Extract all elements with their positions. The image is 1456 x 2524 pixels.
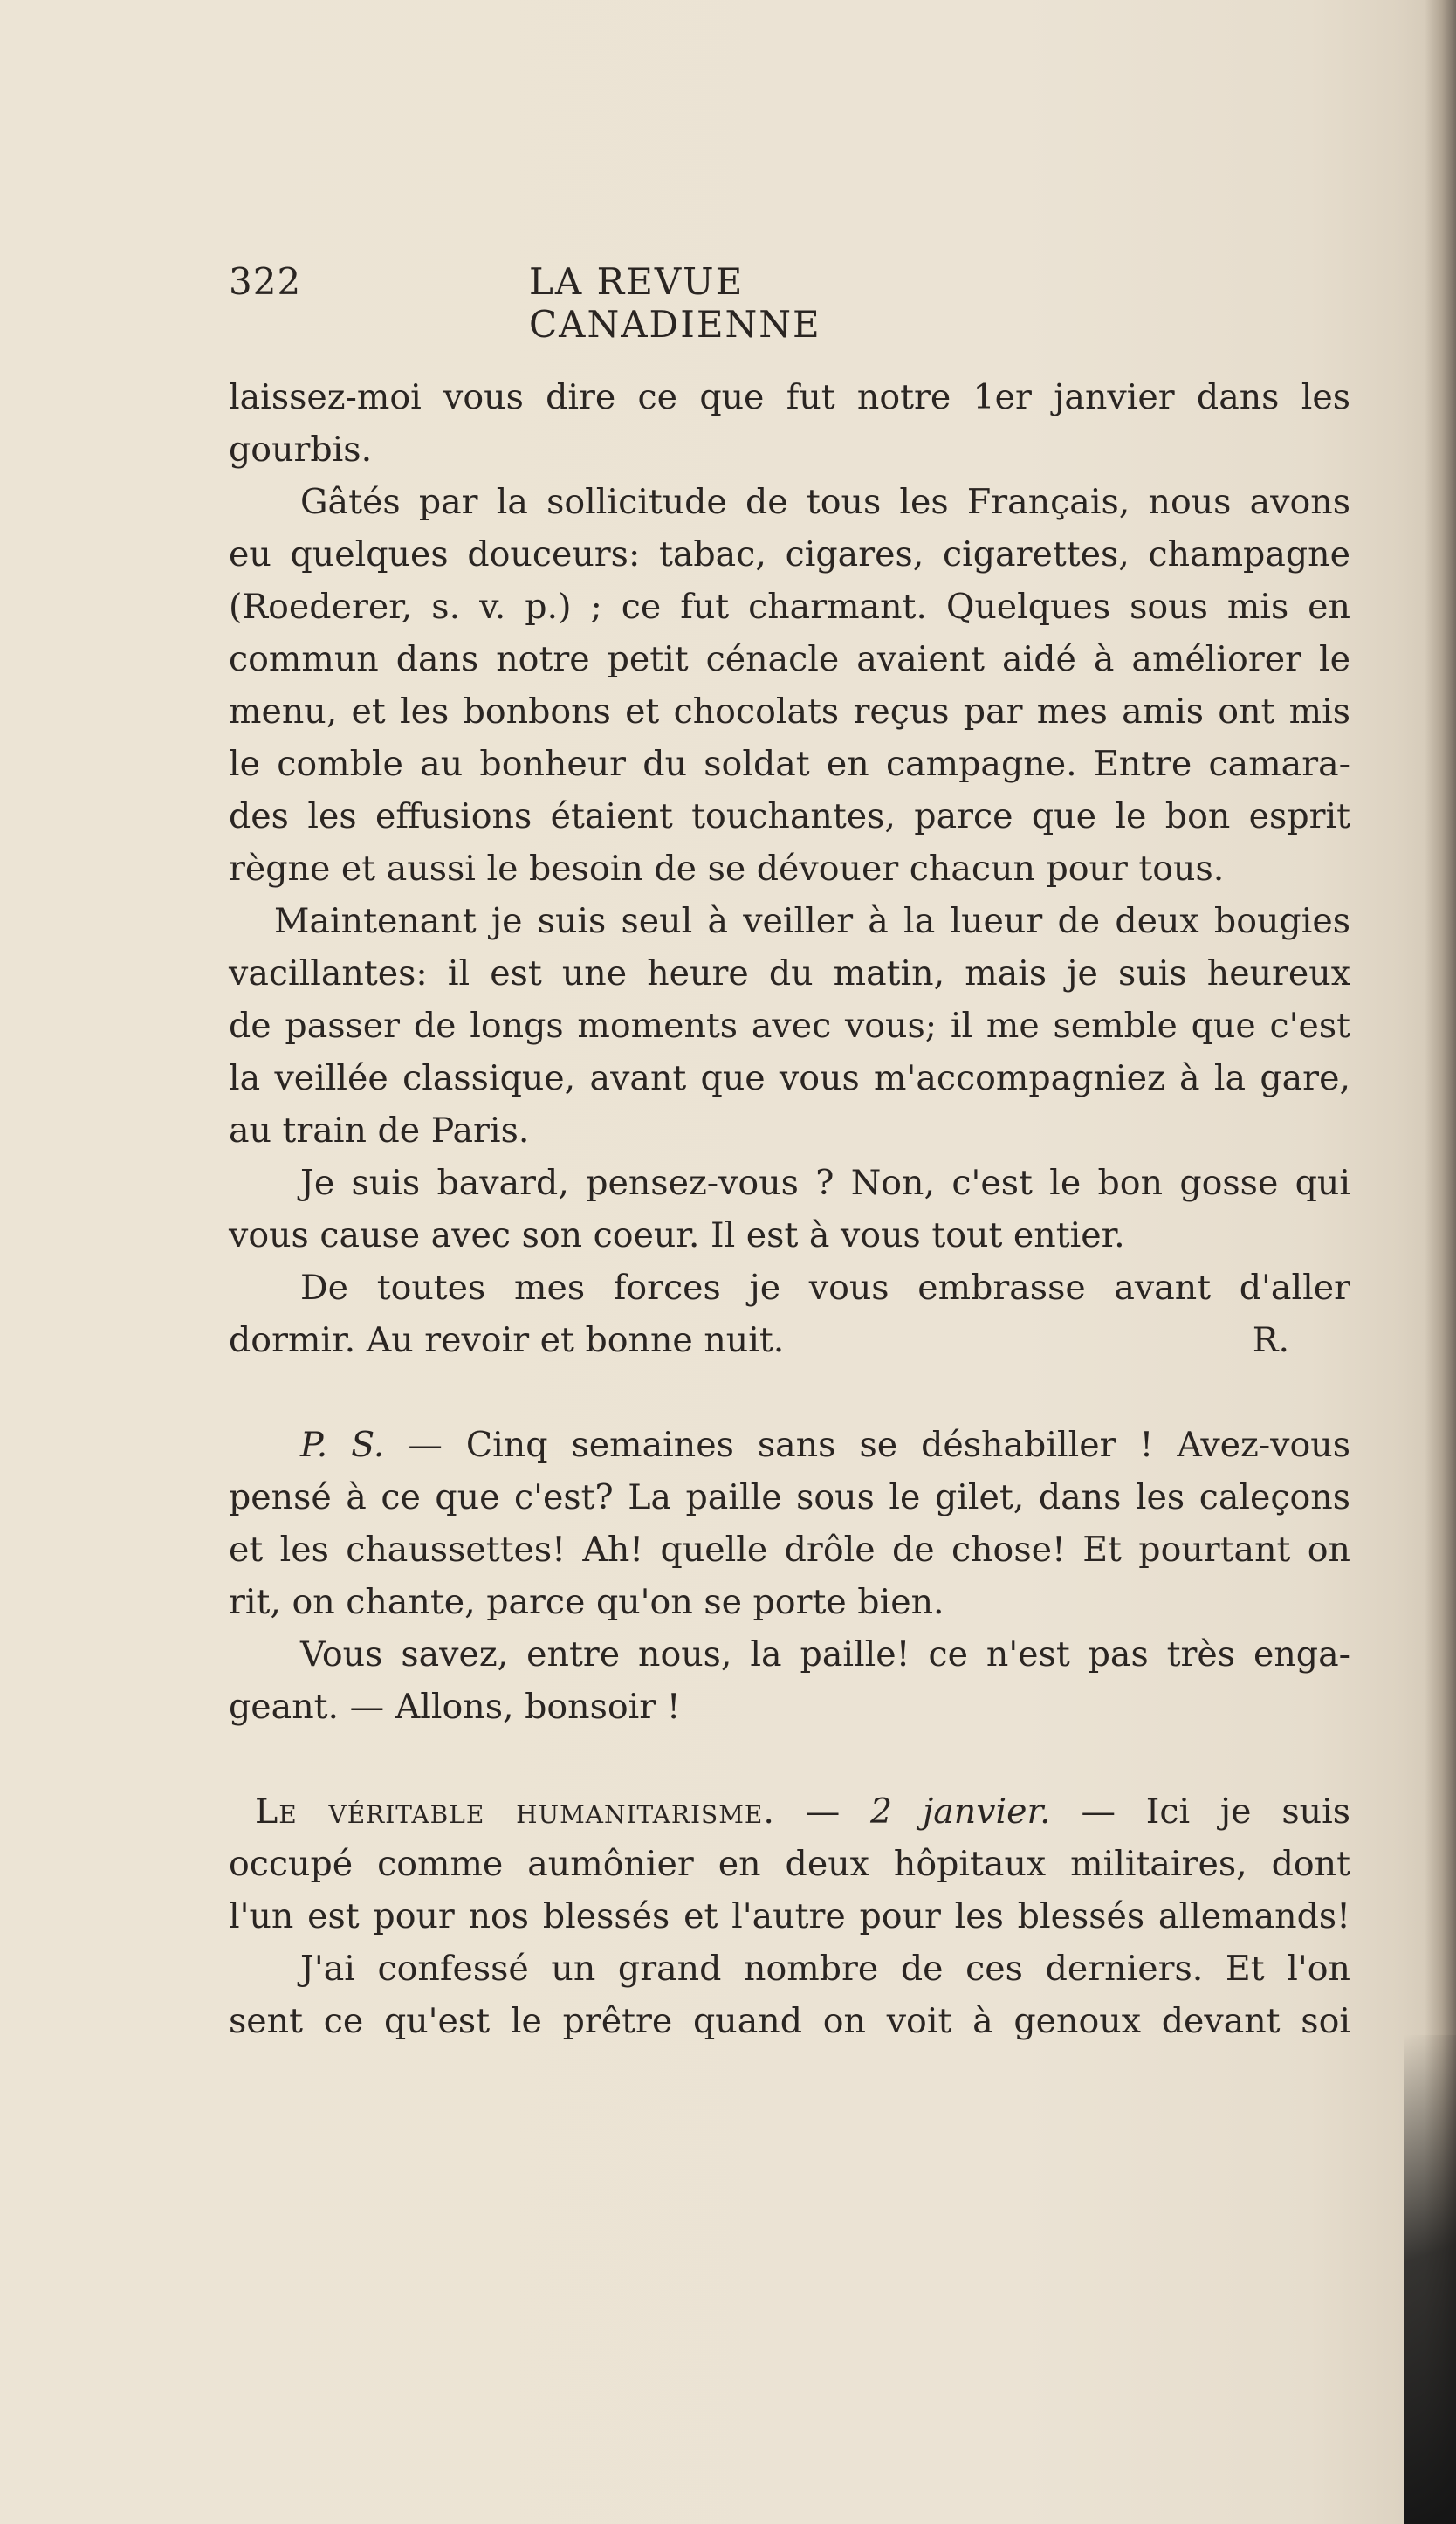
text-line: vacillantes: il est une heure du matin, mais je suis heureux: [229, 953, 1350, 994]
text-line: et les chaussettes! Ah! quelle drôle de chose! Et pourtant on: [229, 1530, 1350, 1570]
page-number: 322: [229, 260, 302, 303]
text-line: sent ce qu'est le prêtre quand on voit à genoux devant soi: [229, 2001, 1350, 2041]
section-separator: —: [774, 1792, 871, 1832]
text-line: Je suis bavard, pensez-vous ? Non, c'est le bon gosse qui: [300, 1163, 1350, 1203]
text-line: (Roederer, s. v. p.) ; ce fut charmant. Quelques sous mis en: [229, 587, 1350, 627]
text-line: la veillée classique, avant que vous m'accompagniez à la gare,: [229, 1058, 1350, 1098]
text-line: De toutes mes forces je vous embrasse avant d'aller: [300, 1268, 1350, 1308]
text-line: rit, on chante, parce qu'on se porte bien.: [229, 1582, 944, 1622]
body-text: [229, 371, 1350, 2047]
text-line: au train de Paris.: [229, 1111, 530, 1151]
text-line: commun dans notre petit cénacle avaient aidé à améliorer le: [229, 639, 1350, 679]
section-date: 2 janvier.: [870, 1792, 1051, 1832]
text-line: de passer de longs moments avec vous; il me semble que c'est: [229, 1006, 1350, 1046]
text-line: occupé comme aumônier en deux hôpitaux militaires, dont: [229, 1844, 1350, 1884]
text-line: règne et aussi le besoin de se dévouer chacun pour tous.: [229, 849, 1225, 889]
postscript-text: — Cinq semaines sans se déshabiller ! Avez-vous: [384, 1425, 1350, 1465]
text-line: le comble au bonheur du soldat en campagne. Entre camara-: [229, 744, 1350, 784]
text-line: Gâtés par la sollicitude de tous les Français, nous avons: [300, 482, 1350, 522]
text-line: vous cause avec son coeur. Il est à vous tout entier.: [229, 1215, 1125, 1255]
text-line: gourbis.: [229, 430, 373, 470]
section-paragraph-2: [229, 1943, 1350, 2047]
signature: R.: [1252, 1320, 1289, 1360]
paragraph-2: [229, 476, 1350, 895]
text-line: Vous savez, entre nous, la paille! ce n'est pas très enga-: [300, 1634, 1350, 1675]
section-title: Le véritable humanitarisme.: [255, 1792, 775, 1832]
text-line: pensé à ce que c'est? La paille sous le gilet, dans les caleçons: [229, 1477, 1350, 1517]
text-line: [229, 1419, 1350, 1471]
text-line: geant. — Allons, bonsoir !: [229, 1687, 681, 1727]
text-line: Maintenant je suis seul à veiller à la lueur de deux bougies: [274, 901, 1350, 941]
page-corner-shadow: [1404, 2035, 1456, 2524]
section-gap: [229, 1366, 1350, 1419]
section-text: — Ici je suis: [1050, 1792, 1350, 1832]
text-line: [229, 1785, 1350, 1838]
closing-text: dormir. Au revoir et bonne nuit.: [229, 1320, 785, 1360]
text-line: l'un est pour nos blessés et l'autre pour les blessés allemands!: [229, 1896, 1350, 1936]
text-line: eu quelques douceurs: tabac, cigares, cigarettes, champagne: [229, 534, 1350, 574]
paragraph-3: [229, 895, 1350, 1157]
postscript-paragraph-1: [229, 1419, 1350, 1628]
text-line: J'ai confessé un grand nombre de ces derniers. Et l'on: [300, 1949, 1350, 1989]
paragraph-4: [229, 1157, 1350, 1262]
text-line: des les effusions étaient touchantes, parce que le bon esprit: [229, 796, 1350, 836]
running-title: LA REVUE CANADIENNE: [529, 260, 821, 346]
text-line: [229, 1314, 1350, 1366]
paragraph-1: [229, 371, 1350, 476]
text-line: laissez-moi vous dire ce que fut notre 1er janvier dans les: [229, 377, 1350, 417]
section-paragraph-1: [229, 1785, 1350, 1943]
paragraph-5: [229, 1262, 1350, 1366]
page-header: [229, 260, 1032, 346]
postscript-paragraph-2: [229, 1628, 1350, 1733]
text-line: menu, et les bonbons et chocolats reçus par mes amis ont mis: [229, 691, 1350, 732]
section-gap: [229, 1733, 1350, 1785]
postscript-label: P. S.: [300, 1425, 385, 1465]
